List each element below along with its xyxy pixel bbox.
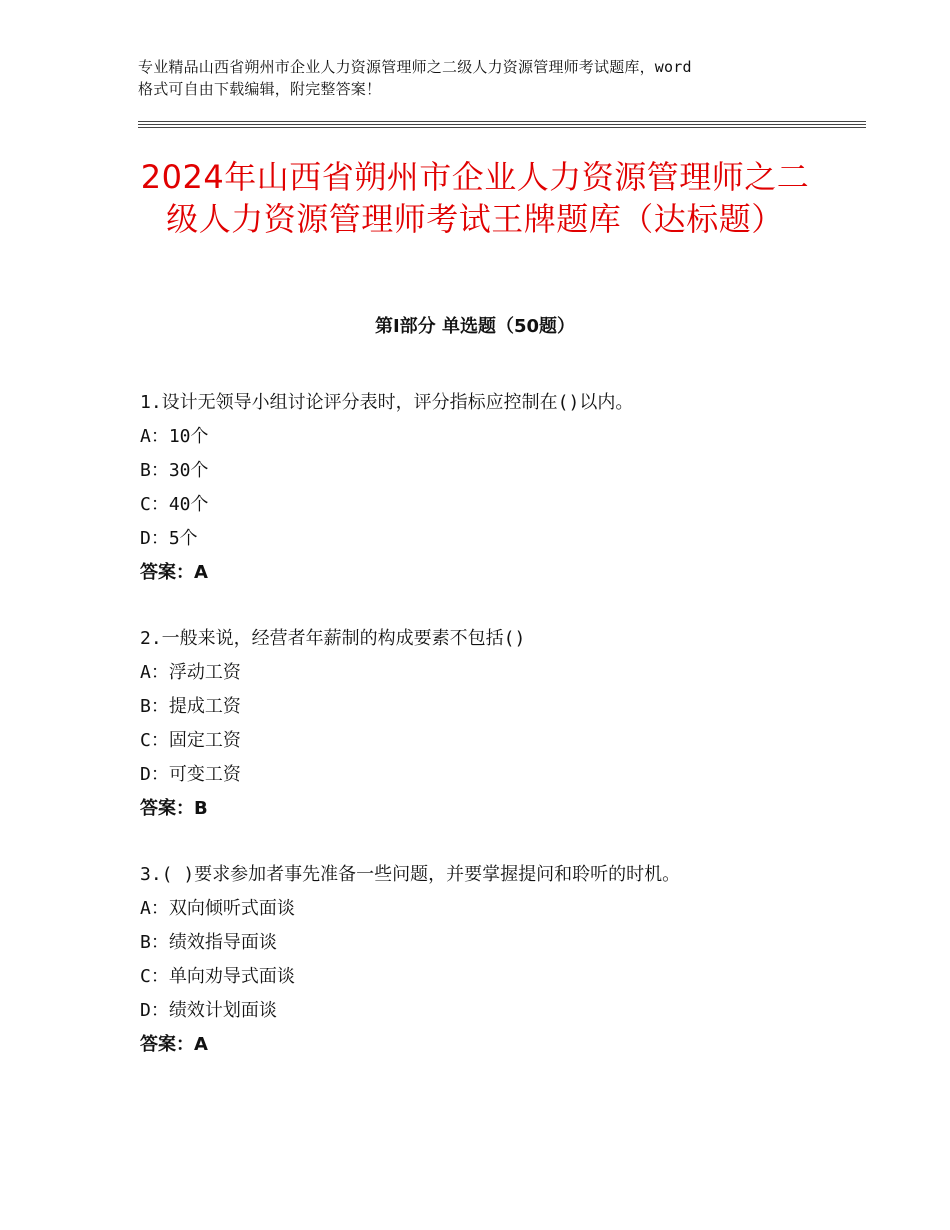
- header-divider-bottom: [138, 127, 866, 128]
- question-item-3: [140, 858, 830, 1062]
- option-a: A：双向倾听式面谈: [140, 898, 295, 919]
- option-b: B：提成工资: [140, 696, 241, 717]
- option-c: C：40个: [140, 494, 209, 515]
- top-note-line-1: 专业精品山西省朔州市企业人力资源管理师之二级人力资源管理师考试题库，word: [138, 58, 692, 76]
- option-c: C：单向劝导式面谈: [140, 966, 295, 987]
- question-text: 3.( )要求参加者事先准备一些问题，并要掌握提问和聆听的时机。: [140, 864, 681, 885]
- answer-label: 答案：A: [140, 1034, 208, 1055]
- answer-label: 答案：B: [140, 798, 208, 819]
- option-d: D：可变工资: [140, 764, 241, 785]
- document-title: 2024年山西省朔州市企业人力资源管理师之二级人力资源管理师考试王牌题库（达标题）: [140, 158, 810, 238]
- header-divider-middle: [138, 124, 866, 125]
- question-list: [140, 386, 830, 1094]
- header-divider-top: [138, 121, 866, 122]
- top-note-line-2: 格式可自由下载编辑，附完整答案！: [138, 80, 382, 98]
- answer-label: 答案：A: [140, 562, 208, 583]
- section-heading: 第Ⅰ部分 单选题（50题）: [374, 316, 575, 337]
- top-note: [138, 56, 828, 100]
- option-b: B：绩效指导面谈: [140, 932, 277, 953]
- option-d: D：5个: [140, 528, 198, 549]
- option-d: D：绩效计划面谈: [140, 1000, 277, 1021]
- option-b: B：30个: [140, 460, 209, 481]
- option-a: A：10个: [140, 426, 209, 447]
- question-item-1: [140, 386, 830, 590]
- option-a: A：浮动工资: [140, 662, 241, 683]
- question-text: 2.一般来说，经营者年薪制的构成要素不包括(): [140, 628, 526, 649]
- question-item-2: [140, 622, 830, 826]
- question-text: 1.设计无领导小组讨论评分表时，评分指标应控制在()以内。: [140, 392, 634, 413]
- option-c: C：固定工资: [140, 730, 241, 751]
